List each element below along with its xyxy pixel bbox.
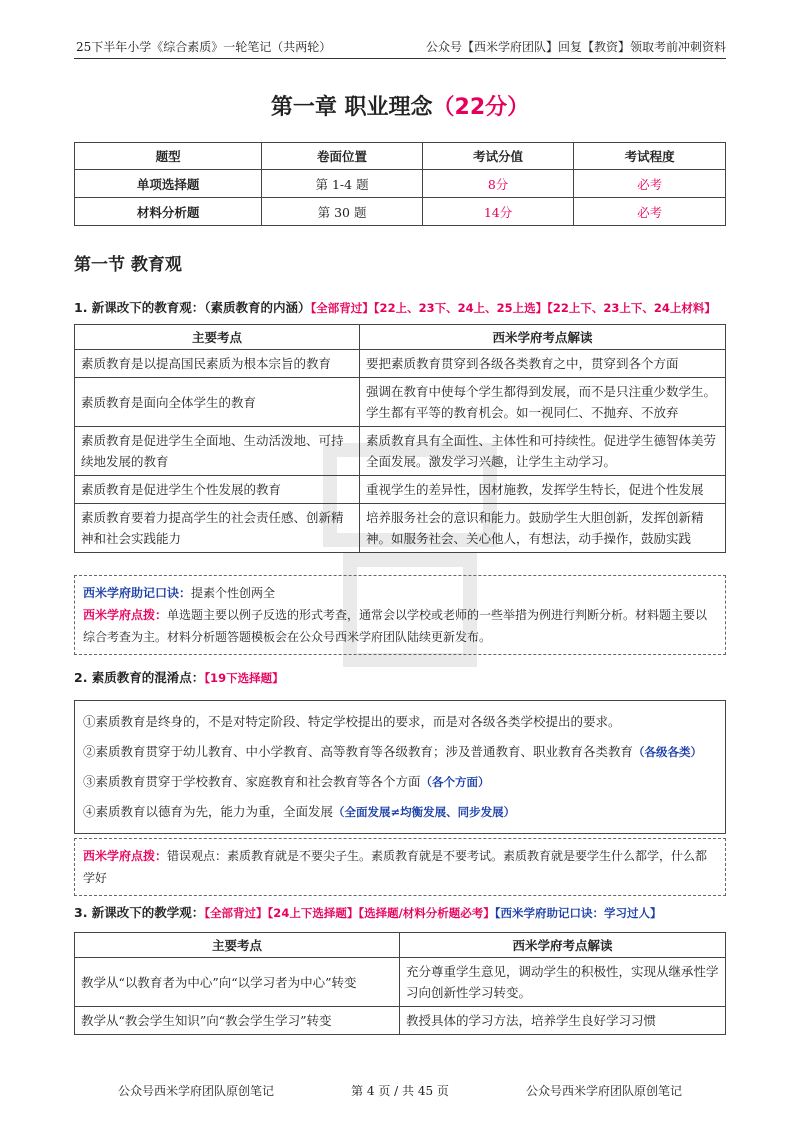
col-header: 考试程度 xyxy=(574,143,726,170)
col-header: 主要考点 xyxy=(75,933,400,958)
chapter-title: 第一章 职业理念（22分） xyxy=(270,95,530,120)
chapter-score: （22分） xyxy=(432,95,530,120)
list-item: ②素质教育贯穿于幼儿教育、中小学教育、高等教育等各级教育；涉及普通教育、职业教育各类教育（各级各类） xyxy=(83,744,703,759)
header-left: 25下半年小学《综合素质》一轮笔记（共两轮） xyxy=(76,40,332,54)
col-header: 考试分值 xyxy=(422,143,574,170)
concept-table-2 xyxy=(74,932,726,1035)
tip-box-1: 西米学府助记口诀：提素个性创两全 西米学府点拨：单选题主要以例子反选的形式考查，通常会以学校或老师的一些举措为例进行判断分析。材料题主要以综合考查为主。材料分析题答题模板会在公众号西米学府团队陆续更新发布。 xyxy=(74,575,726,655)
tip-box-2: 西米学府点拨：错误观点：素质教育就是不要尖子生。素质教育就是不要考试。素质教育就是要学生什么都学，什么都学好 xyxy=(74,838,726,896)
table-row: 材料分析题 第 30 题 14分 必考 xyxy=(75,198,726,226)
table-row: 单项选择题 第 1-4 题 8分 必考 xyxy=(75,170,726,198)
table-row: 教学从“教会学生知识”向“教会学生学习”转变 教授具体的学习方法，培养学生良好学习习惯 xyxy=(75,1007,726,1035)
confusion-box xyxy=(74,700,726,834)
table-row: 素质教育要着力提高学生的社会责任感、创新精神和社会实践能力 培养服务社会的意识和能力。鼓励学生大胆创新，发挥创新精神。如服务社会、关心他人，有想法，动手操作，鼓励实践 xyxy=(75,504,726,553)
page-footer xyxy=(118,1082,682,1099)
point-2-title: 2. 素质教育的混淆点：【19下选择题】 xyxy=(74,670,284,685)
header-right: 公众号【西米学府团队】回复【教资】领取考前冲刺资料 xyxy=(425,40,726,54)
footer-right: 公众号西米学府团队原创笔记 xyxy=(525,1084,682,1098)
section-title: 第一节 教育观 xyxy=(74,255,182,275)
concept-table-1 xyxy=(74,324,726,553)
page-number: 第 4 页 / 共 45 页 xyxy=(351,1084,449,1098)
table-row: 素质教育是促进学生全面地、生动活泼地、可持续地发展的教育 素质教育具有全面性、主体性和可持续性。促进学生德智体美劳全面发展。激发学习兴趣，让学生主动学习。 xyxy=(75,427,726,476)
point-3-title: 3. 新课改下的教学观：【全部背过】【24上下选择题】【选择题/材料分析题必考】【西米学府助记口诀：学习过人】 xyxy=(74,905,662,920)
header-rule xyxy=(74,58,726,59)
table-row: 素质教育是以提高国民素质为根本宗旨的教育 要把素质教育贯穿到各级各类教育之中，贯穿到各个方面 xyxy=(75,350,726,378)
col-header: 题型 xyxy=(75,143,262,170)
col-header: 西米学府考点解读 xyxy=(400,933,726,958)
table-row: 素质教育是促进学生个性发展的教育 重视学生的差异性，因材施教，发挥学生特长，促进个性发展 xyxy=(75,476,726,504)
page-header xyxy=(76,38,726,55)
col-header: 主要考点 xyxy=(75,325,360,350)
list-item: ③素质教育贯穿于学校教育、家庭教育和社会教育等各个方面（各个方面） xyxy=(83,774,490,789)
col-header: 西米学府考点解读 xyxy=(360,325,726,350)
col-header: 卷面位置 xyxy=(262,143,422,170)
table-row: 素质教育是面向全体学生的教育 强调在教育中使每个学生都得到发展，而不是只注重少数学生。学生都有平等的教育机会。如一视同仁、不抛弃、不放弃 xyxy=(75,378,726,427)
overview-table xyxy=(74,142,726,226)
list-item: ①素质教育是终身的，不是对特定阶段、特定学校提出的要求，而是对各级各类学校提出的要求。 xyxy=(83,714,621,729)
table-row: 教学从“以教育者为中心”向“以学习者为中心”转变 充分尊重学生意见，调动学生的积极性，实现从继承性学习向创新性学习转变。 xyxy=(75,958,726,1007)
footer-left: 公众号西米学府团队原创笔记 xyxy=(118,1084,275,1098)
point-1-title: 1. 新课改下的教育观：（素质教育的内涵）【全部背过】【22上、23下、24上、25上选】【22上下、23上下、24上材料】 xyxy=(74,300,716,315)
list-item: ④素质教育以德育为先，能力为重，全面发展（全面发展≠均衡发展、同步发展） xyxy=(83,804,516,819)
